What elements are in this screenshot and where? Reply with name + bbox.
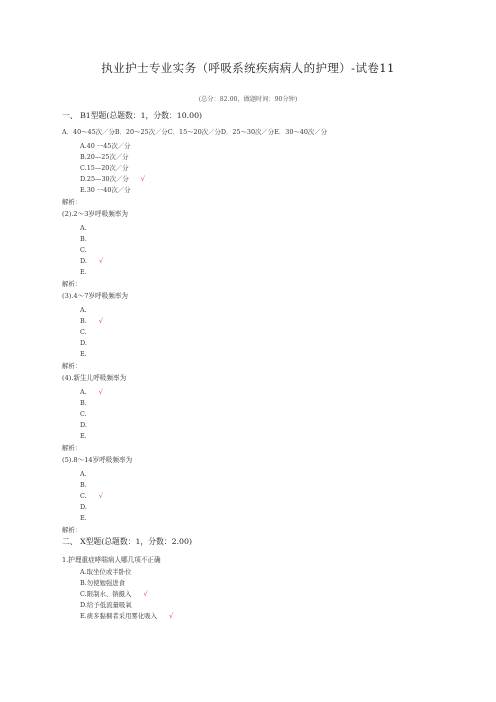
q2-option-b: B. [80,235,87,243]
q5-option-a: A. [80,470,87,478]
x1-option-b: B.勿使勉强进食 [80,579,126,587]
q4-option-d: D. [80,421,87,429]
q4-analysis: 解析： [62,444,82,452]
x1-option-d: D.给予低流量吸氧 [80,601,132,609]
q4-stem: (4).新生儿呼吸频率为 [62,374,127,382]
correct-check-icon: √ [143,590,148,598]
q1-option-b: B.20—25次／分 [80,153,129,161]
q2-option-a: A. [80,224,87,232]
x1-option-a: A.取坐位或半卧位 [80,568,132,576]
q4-option-b: B. [80,399,87,407]
q1-analysis: 解析： [62,198,82,206]
correct-check-icon: √ [169,612,174,620]
q1-option-e: E.30 一40次／分 [80,186,131,194]
section1-header: 一、 B1型题(总题数：1，分数：10.00) [62,111,203,120]
correct-check-icon: √ [98,388,103,396]
section1-stem: A．40～45次／分B．20～25次／分C．15～20次／分D．25～30次／分E．30～40次／分 [62,128,328,136]
document-title: 执业护士专业实务（呼吸系统疾病病人的护理）-试卷11 [101,61,395,75]
q2-option-c: C. [80,246,87,254]
q3-analysis: 解析： [62,362,82,370]
correct-check-icon: √ [140,175,145,183]
q1-option-d [80,175,145,183]
q4-option-c: C. [80,410,87,418]
q5-analysis: 解析： [62,526,82,534]
q3-option-d: D. [80,339,87,347]
x1-stem: 1.护理重症哮喘病人哪几项不正确 [62,556,161,564]
q3-option-b-text: B. [80,317,87,325]
q2-stem: (2).2～3岁呼吸频率为 [62,210,128,218]
q2-analysis: 解析： [62,280,82,288]
x1-option-c [80,590,148,598]
q4-option-a [80,388,103,396]
q5-option-e: E. [80,514,87,522]
correct-check-icon: √ [98,257,104,265]
q5-option-c-text: C. [80,492,87,500]
q4-option-e: E. [80,432,87,440]
x1-option-c-text: C.限制水、钠摄入 [80,590,132,598]
q3-stem: (3).4～7岁呼吸频率为 [62,292,128,300]
correct-check-icon: √ [98,492,103,500]
q3-option-c: C. [80,328,87,336]
exam-meta: (总分：82.00，做题时间：90分钟) [198,96,298,103]
x1-option-e-text: E.痰多黏稠者采用雾化吸入 [80,612,157,620]
q5-option-b: B. [80,481,87,489]
q5-option-c [80,492,103,500]
q2-option-e: E. [80,268,87,276]
section2-header: 二、 X型题(总题数：1，分数：2.00) [62,537,192,546]
q1-option-c: C.15—20次／分 [80,164,129,172]
q3-option-b [80,317,103,325]
q3-option-e: E. [80,350,87,358]
q2-option-d [80,257,103,265]
x1-option-e [80,612,173,620]
q2-option-d-text: D. [80,257,87,265]
q5-stem: (5).8～14岁呼吸频率为 [62,456,133,464]
q4-option-a-text: A. [80,388,87,396]
q1-option-a: A.40 一45次／分 [80,142,131,150]
q3-option-a: A. [80,306,87,314]
q1-option-d-text: D.25—30次／分 [80,175,129,183]
q5-option-d: D. [80,503,87,511]
correct-check-icon: √ [98,317,103,325]
